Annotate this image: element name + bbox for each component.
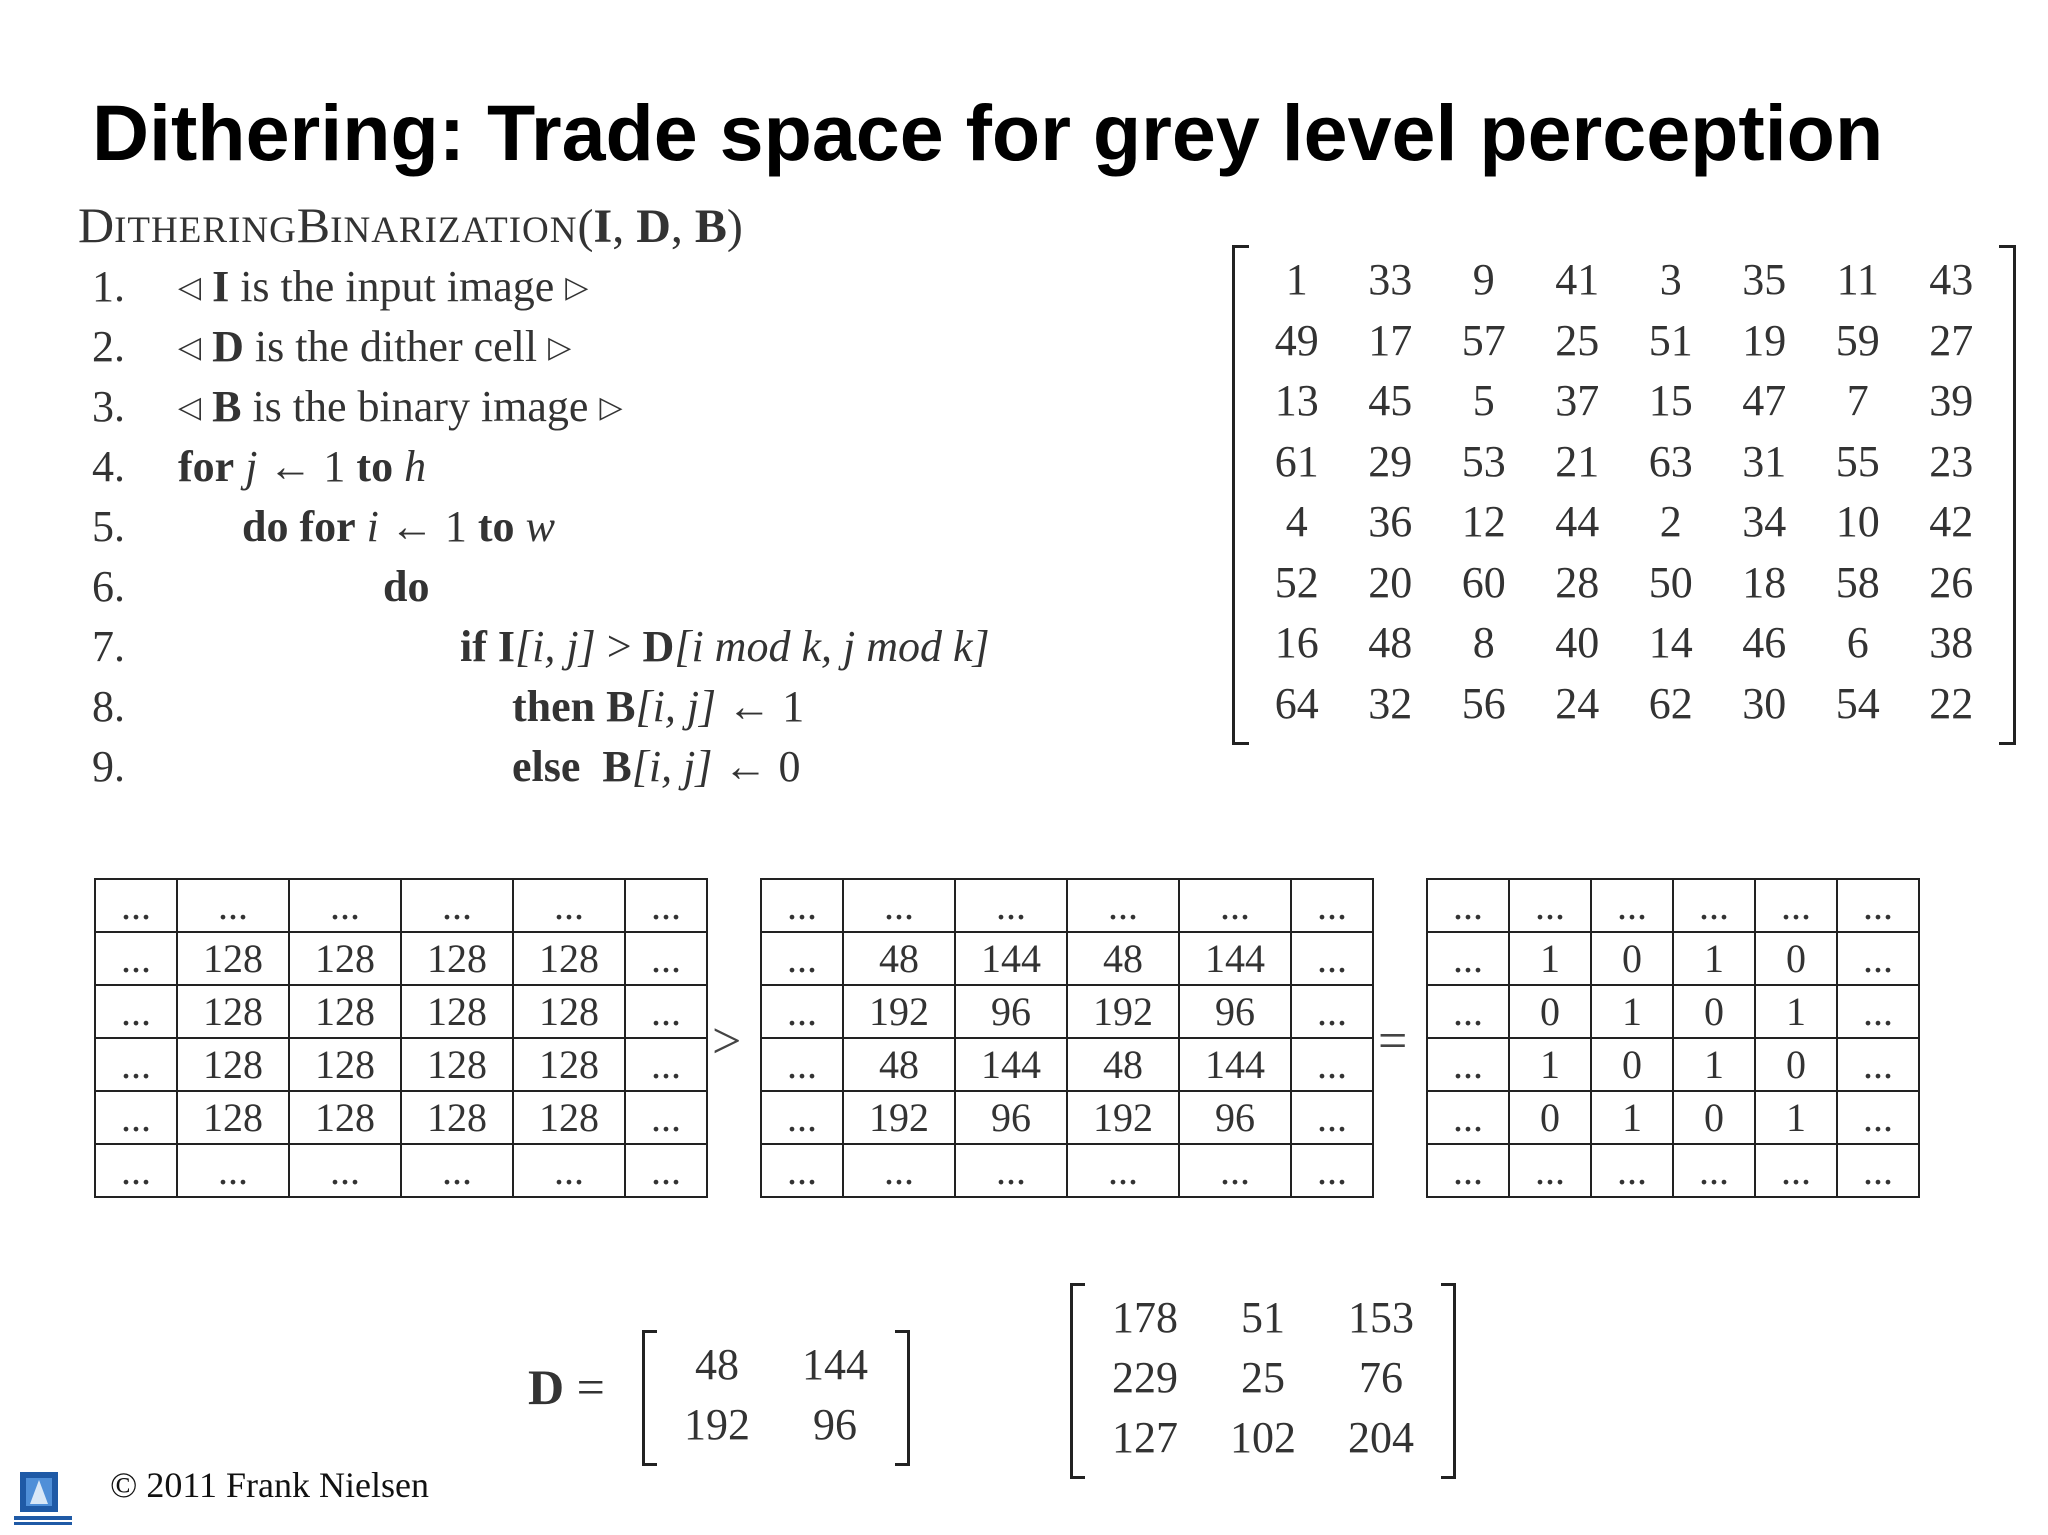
left-triangle-icon: ◁ [178,271,202,304]
table-cell: ... [761,1038,843,1091]
table-cell: 96 [955,985,1067,1038]
keyword-else: else [512,742,581,791]
table-cell: ... [1837,879,1919,932]
matrix-cell: 18 [1742,557,1787,607]
matrix-cell: 16 [1274,618,1319,667]
table-row [761,985,1373,1038]
table-cell: ... [1837,1038,1919,1091]
table-cell: 1 [1509,932,1591,985]
table-cell: 1 [1591,1091,1673,1144]
matrix-cell: 36 [1368,497,1413,546]
table-cell: ... [1673,879,1755,932]
table-cell: ... [625,1144,707,1197]
matrix-cell: 55 [1835,436,1880,486]
table-cell: 144 [1179,1038,1291,1091]
keyword-if: if [460,622,487,671]
table-cell: 128 [177,985,289,1038]
line-number: 2. [92,322,125,371]
table-cell: ... [1067,879,1179,932]
table-cell: 128 [513,1091,625,1144]
table-cell: 0 [1673,985,1755,1038]
matrix-cell: 43 [1929,255,1974,304]
table-cell: ... [625,1038,707,1091]
table-cell: 192 [843,1091,955,1144]
table-cell: ... [1291,879,1373,932]
matrix-cell: 28 [1555,557,1600,607]
matrix-cell: 76 [1359,1353,1403,1402]
matrix-cell: 60 [1461,557,1506,607]
matrix-cell: 144 [802,1340,868,1389]
matrix-cell: 53 [1461,436,1506,486]
symbol-D: D [528,1359,565,1415]
assign-arrow: ← [268,442,313,491]
algo-line-6 [0,557,1100,617]
assign-value: 1 [782,682,805,731]
matrix-cell: 32 [1368,678,1413,728]
keyword-do: do [383,562,430,611]
left-bracket [642,1330,657,1466]
symbol-D: D [642,622,675,671]
table-cell: 0 [1755,1038,1837,1091]
left-triangle-icon: ◁ [178,391,202,424]
d-matrix-label [528,1358,605,1416]
table-cell: ... [955,1144,1067,1197]
index-ij: [i, j] [515,622,596,671]
matrix-cell: 52 [1274,557,1319,607]
matrix-cell: 58 [1835,557,1880,607]
algo-line-3 [0,377,1100,437]
table-cell: 128 [177,1038,289,1091]
algo-arg1: I [593,200,613,253]
keyword-then: then [512,682,596,731]
symbol-D: D [212,322,244,371]
algo-line-1 [0,257,1100,317]
table-cell: 1 [1755,985,1837,1038]
table-cell: ... [1837,985,1919,1038]
table-cell: ... [1837,1091,1919,1144]
line-number: 4. [92,442,125,491]
table-cell: ... [1755,879,1837,932]
keyword-for: for [178,442,235,491]
table-cell: 128 [401,985,513,1038]
comment-text: is the binary image [252,382,589,431]
table-cell: ... [1509,1144,1591,1197]
right-bracket [895,1330,910,1466]
table-cell: ... [955,879,1067,932]
table-cell: ... [95,985,177,1038]
table-cell: 1 [1673,1038,1755,1091]
table-cell: 128 [289,1038,401,1091]
matrix-cell: 54 [1835,678,1880,728]
comment-text: is the dither cell [254,322,538,371]
greater-than-operator: > [712,1013,742,1070]
table-cell: ... [1755,1144,1837,1197]
table-cell: ... [1591,1144,1673,1197]
table-cell: ... [625,1091,707,1144]
table-row [1427,1091,1919,1144]
matrix-cell: 24 [1555,678,1600,728]
algo-line-8 [0,677,1100,737]
table-row [95,1091,707,1144]
table-cell: ... [1067,1144,1179,1197]
index-ij: [i, j] [631,742,713,791]
right-triangle-icon: ▷ [599,391,623,424]
table-cell: ... [1427,985,1509,1038]
line-number: 3. [92,382,125,431]
table-row [761,879,1373,932]
table-cell: 96 [1179,1091,1291,1144]
var-j: j [245,442,258,491]
table-cell: 0 [1591,932,1673,985]
left-triangle-icon: ◁ [178,331,202,364]
table-cell: 128 [401,932,513,985]
table-cell: 48 [1067,932,1179,985]
keyword-for: for [299,502,356,551]
matrix-cell: 11 [1836,255,1879,304]
matrix-cell: 26 [1929,557,1974,607]
table-cell: ... [1179,879,1291,932]
matrix-cell: 153 [1348,1293,1414,1342]
line-number: 1. [92,262,125,311]
table-cell: ... [1291,985,1373,1038]
input-image-grid [94,878,708,1198]
matrix-cell: 50 [1648,557,1693,607]
table-cell: 1 [1673,932,1755,985]
algo-name-rest1: ITHERING [114,210,297,251]
greater-than: > [606,622,632,671]
table-cell: ... [95,932,177,985]
algorithm-name: DITHERINGBINARIZATION(I, D, B) [78,197,743,253]
table-cell: 144 [1179,932,1291,985]
matrix-cell: 34 [1742,497,1787,546]
matrix-cell: 57 [1461,315,1506,365]
table-cell: 128 [513,985,625,1038]
table-cell: 0 [1673,1091,1755,1144]
algo-name-open: ( [577,200,594,253]
limit-w: w [525,502,555,551]
line-number: 8. [92,682,125,731]
symbol-I: I [497,622,516,671]
matrix-cell: 35 [1742,255,1787,304]
table-cell: ... [625,879,707,932]
table-cell: 0 [1755,932,1837,985]
matrix-cell: 9 [1472,255,1495,304]
matrix-cell: 229 [1112,1353,1178,1402]
line-number: 7. [92,622,125,671]
matrix-cell: 62 [1648,678,1693,728]
algo-line-7 [0,617,1120,677]
matrix-cell: 1 [1285,255,1308,304]
assign-arrow: ← [723,742,768,791]
table-cell: ... [761,879,843,932]
matrix-cell: 30 [1742,678,1787,728]
assign-arrow: ← [727,682,772,731]
slide-title: Dithering: Trade space for grey level perception [92,88,1884,177]
table-cell: ... [513,879,625,932]
table-cell: 48 [1067,1038,1179,1091]
matrix-3x3 [1070,1283,1456,1473]
right-triangle-icon: ▷ [565,271,589,304]
algo-name-lead: D [78,197,115,253]
matrix-cell: 21 [1555,436,1600,486]
table-cell: ... [1427,1038,1509,1091]
table-cell: ... [1291,1091,1373,1144]
table-cell: 0 [1509,985,1591,1038]
table-cell: ... [761,1144,843,1197]
equals-operator: = [1378,1013,1408,1070]
table-cell: ... [1591,879,1673,932]
matrix-cell: 51 [1241,1293,1285,1342]
table-cell: 192 [843,985,955,1038]
matrix-cell: 5 [1472,376,1495,425]
table-row [1427,879,1919,932]
right-bracket [1441,1283,1456,1479]
limit-h: h [404,442,427,491]
table-row [95,985,707,1038]
index-ij: [i, j] [635,682,717,731]
table-cell: ... [625,985,707,1038]
comment-text: is the input image [240,262,555,311]
table-cell: ... [843,1144,955,1197]
table-cell: ... [761,1091,843,1144]
table-row [1427,932,1919,985]
matrix-cell: 39 [1929,376,1974,425]
keyword-do: do [242,502,289,551]
table-cell: ... [1427,879,1509,932]
matrix-cell: 4 [1285,497,1308,546]
table-cell: 48 [843,1038,955,1091]
dither-cell-grid [760,878,1374,1198]
table-cell: ... [1427,1091,1509,1144]
table-cell: 1 [1755,1091,1837,1144]
matrix-cell: 23 [1929,436,1974,486]
table-cell: 96 [955,1091,1067,1144]
table-cell: ... [95,1144,177,1197]
algo-name-rest2: INARIZATION [330,210,578,251]
table-cell: ... [761,985,843,1038]
dither-matrix-8x8 [1232,245,2016,739]
left-bracket [1232,245,1249,745]
matrix-cell: 38 [1929,618,1974,667]
table-row [95,1038,707,1091]
algo-name-close: ) [726,200,743,253]
table-cell: ... [1291,1144,1373,1197]
table-cell: ... [1291,1038,1373,1091]
table-cell: ... [177,1144,289,1197]
table-cell: 128 [289,985,401,1038]
matrix-cell: 40 [1555,618,1600,667]
copyright-footer: © 2011 Frank Nielsen [110,1465,429,1505]
matrix-cell: 41 [1555,255,1600,304]
matrix-cell: 127 [1112,1413,1178,1462]
table-cell: ... [843,879,955,932]
table-cell: ... [761,932,843,985]
algo-line-4 [0,437,1100,497]
algo-arg2: D [636,200,671,253]
binary-image-grid [1426,878,1920,1198]
line-number: 5. [92,502,125,551]
var-i: i [366,502,379,551]
keyword-to: to [477,502,515,551]
table-cell: 1 [1591,985,1673,1038]
matrix-cell: 8 [1472,618,1495,667]
matrix-cell: 102 [1230,1413,1296,1462]
table-cell: ... [401,1144,513,1197]
ecole-polytechnique-logo-icon [12,1470,76,1528]
matrix-cell: 48 [695,1340,739,1389]
table-cell: 128 [177,932,289,985]
algo-arg3: B [694,200,727,253]
matrix-cell: 56 [1461,678,1506,728]
table-cell: ... [95,1091,177,1144]
assign-value: 0 [778,742,801,791]
algo-line-9 [0,737,1100,797]
table-cell: ... [1673,1144,1755,1197]
matrix-cell: 15 [1648,376,1693,425]
table-row [95,932,707,985]
table-cell: 144 [955,1038,1067,1091]
start-value: 1 [323,442,346,491]
matrix-cell: 19 [1742,315,1787,365]
left-bracket [1070,1283,1085,1479]
table-cell: ... [625,932,707,985]
table-row [761,1091,1373,1144]
right-triangle-icon: ▷ [548,331,572,364]
matrix-cell: 10 [1835,497,1880,546]
symbol-B: B [602,742,632,791]
matrix-cell: 25 [1555,315,1600,365]
matrix-cell: 178 [1112,1293,1178,1342]
keyword-to: to [356,442,394,491]
table-row [1427,1038,1919,1091]
right-bracket [1999,245,2016,745]
matrix-cell: 192 [684,1400,750,1449]
table-cell: 128 [401,1091,513,1144]
matrix-cell: 59 [1835,315,1880,365]
table-cell: ... [177,879,289,932]
table-row [761,1038,1373,1091]
matrix-cell: 31 [1742,436,1787,486]
symbol-B: B [606,682,636,731]
table-cell: ... [1509,879,1591,932]
table-cell: ... [289,879,401,932]
table-cell: 192 [1067,1091,1179,1144]
matrix-cell: 48 [1368,618,1413,667]
table-row [95,1144,707,1197]
table-cell: 128 [401,1038,513,1091]
table-cell: ... [513,1144,625,1197]
matrix-cell: 22 [1929,678,1974,728]
matrix-cell: 61 [1274,436,1319,486]
matrix-cell: 13 [1274,376,1319,425]
matrix-cell: 29 [1368,436,1413,486]
matrix-cell: 17 [1368,315,1413,365]
symbol-I: I [212,262,230,311]
table-cell: ... [1837,1144,1919,1197]
line-number: 6. [92,562,125,611]
table-cell: 128 [513,932,625,985]
assign-arrow: ← [389,502,434,551]
algo-name-lead2: B [296,197,331,253]
table-cell: 144 [955,932,1067,985]
table-cell: 1 [1509,1038,1591,1091]
table-row [95,879,707,932]
equals-sign: = [576,1359,605,1415]
matrix-cell: 44 [1555,497,1600,546]
table-cell: 128 [289,1091,401,1144]
index-mod-k: [i mod k, j mod k] [674,622,990,671]
table-cell: ... [95,879,177,932]
table-row [761,932,1373,985]
table-cell: ... [1427,1144,1509,1197]
matrix-cell: 96 [813,1400,857,1449]
table-row [1427,1144,1919,1197]
table-cell: ... [1427,932,1509,985]
matrix-cell: 6 [1846,618,1869,667]
table-cell: ... [95,1038,177,1091]
table-cell: 128 [513,1038,625,1091]
matrix-cell: 46 [1742,618,1787,667]
table-cell: 0 [1591,1038,1673,1091]
table-row [1427,985,1919,1038]
matrix-cell: 3 [1659,255,1682,304]
table-cell: 96 [1179,985,1291,1038]
table-cell: 192 [1067,985,1179,1038]
algo-line-2 [0,317,1100,377]
algo-line-5 [0,497,1100,557]
table-row [761,1144,1373,1197]
matrix-cell: 12 [1461,497,1506,546]
matrix-cell: 51 [1648,315,1693,365]
matrix-cell: 7 [1846,376,1869,425]
matrix-cell: 37 [1555,376,1600,425]
matrix-cell: 49 [1274,315,1319,365]
table-cell: ... [1837,932,1919,985]
table-cell: ... [1291,932,1373,985]
table-cell: 128 [289,932,401,985]
matrix-cell: 2 [1659,497,1682,546]
matrix-cell: 64 [1274,678,1319,728]
matrix-cell: 27 [1929,315,1974,365]
table-cell: 0 [1509,1091,1591,1144]
matrix-cell: 47 [1742,376,1787,425]
matrix-cell: 14 [1648,618,1693,667]
table-cell: 128 [177,1091,289,1144]
table-cell: 48 [843,932,955,985]
matrix-cell: 63 [1648,436,1693,486]
matrix-cell: 42 [1929,497,1974,546]
start-value: 1 [444,502,467,551]
matrix-cell: 204 [1348,1413,1414,1462]
table-cell: ... [1179,1144,1291,1197]
table-cell: ... [289,1144,401,1197]
matrix-cell: 25 [1241,1353,1285,1402]
table-cell: ... [401,879,513,932]
dither-matrix-2x2 [642,1330,910,1460]
matrix-cell: 33 [1368,255,1413,304]
matrix-cell: 20 [1368,557,1413,607]
line-number: 9. [92,742,125,791]
symbol-B: B [212,382,242,431]
matrix-cell: 45 [1368,376,1413,425]
